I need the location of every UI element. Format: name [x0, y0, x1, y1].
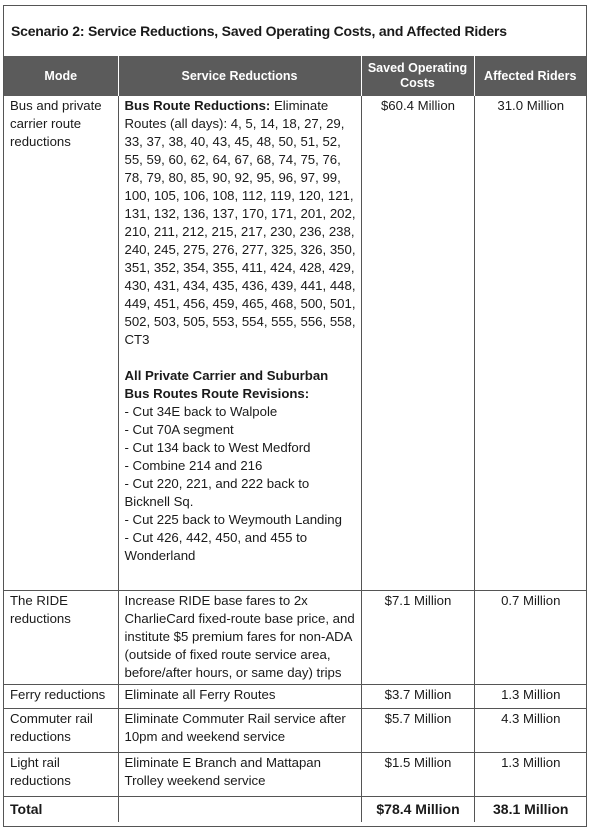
revision-item: - Cut 220, 221, and 222 back to Bicknell Sq.	[124, 476, 310, 509]
header-saved-operating-costs: Saved Operating Costs	[361, 56, 474, 96]
light-riders-cell: 1.3 Million	[474, 752, 586, 796]
bus-reductions-text: Eliminate Routes (all days): 4, 5, 14, 18, 27, 29, 33, 37, 38, 40, 43, 45, 48, 50, 51, 52, 55, 59, 60, 62, 64, 67, 68, 74, 75, 76, 78, 79, 80, 85, 90, 92, 95, 96, 97, 99, 100, 105, 106, 108, 112, 119, 120, 121, 131, 132, 136, 137, 170, 171, 201, 202, 210, 211, 212, 215, 217, 230, 236, 238, 240, 245, 275, 276, 277, 325, 326, 350, 351, 352, 354, 355, 411, 424, 428, 429, 430, 431, 434, 435, 436, 439, 441, 448, 449, 451, 456, 459, 465, 468, 500, 501, 502, 503, 505, 553, 554, 555, 556, 558, CT3	[124, 98, 356, 347]
bus-cost-cell: $60.4 Million	[361, 96, 474, 590]
total-empty-cell	[118, 796, 361, 822]
total-cost-cell: $78.4 Million	[361, 796, 474, 822]
bus-riders-cell: 31.0 Million	[474, 96, 586, 590]
revision-item: - Cut 225 back to Weymouth Landing	[124, 512, 342, 527]
total-label-cell: Total	[4, 796, 118, 822]
header-service-reductions: Service Reductions	[118, 56, 361, 96]
commuter-mode-cell: Commuter rail reductions	[4, 708, 118, 752]
scenario-table-frame	[3, 5, 587, 827]
commuter-riders-cell: 4.3 Million	[474, 708, 586, 752]
header-row	[4, 56, 586, 96]
revision-item: - Cut 134 back to West Medford	[124, 440, 311, 455]
ride-reductions-cell: Increase RIDE base fares to 2x CharlieCard fixed-route base price, and institute $5 premium fares for non-ADA (outside of fixed route service area, before/after hours, or same day) trips	[118, 590, 361, 684]
total-riders-cell: 38.1 Million	[474, 796, 586, 822]
revision-item: - Cut 34E back to Walpole	[124, 404, 278, 419]
table-row-light	[4, 752, 586, 796]
table-row-commuter	[4, 708, 586, 752]
commuter-reductions-cell: Eliminate Commuter Rail service after 10pm and weekend service	[118, 708, 361, 752]
ride-cost-cell: $7.1 Million	[361, 590, 474, 684]
ferry-reductions-cell: Eliminate all Ferry Routes	[118, 684, 361, 708]
table-row-total	[4, 796, 586, 822]
ferry-cost-cell: $3.7 Million	[361, 684, 474, 708]
revision-item: - Cut 426, 442, 450, and 455 to Wonderland	[124, 530, 308, 563]
table-row-bus	[4, 96, 586, 590]
private-carrier-heading: All Private Carrier and Suburban Bus Routes Route Revisions:	[124, 368, 329, 401]
table-title: Scenario 2: Service Reductions, Saved Operating Costs, and Affected Riders	[11, 23, 507, 39]
ride-mode-cell: The RIDE reductions	[4, 590, 118, 684]
service-reductions-table	[4, 56, 586, 822]
header-mode: Mode	[4, 56, 118, 96]
ride-riders-cell: 0.7 Million	[474, 590, 586, 684]
ferry-mode-cell: Ferry reductions	[4, 684, 118, 708]
table-row-ride	[4, 590, 586, 684]
table-row-ferry	[4, 684, 586, 708]
bus-reductions-heading: Bus Route Reductions:	[124, 98, 271, 113]
ferry-riders-cell: 1.3 Million	[474, 684, 586, 708]
light-reductions-cell: Eliminate E Branch and Mattapan Trolley weekend service	[118, 752, 361, 796]
commuter-cost-cell: $5.7 Million	[361, 708, 474, 752]
bus-route-reductions	[125, 97, 356, 349]
light-mode-cell: Light rail reductions	[4, 752, 118, 796]
bus-reductions-cell	[118, 96, 361, 590]
revision-item: - Combine 214 and 216	[124, 458, 263, 473]
light-cost-cell: $1.5 Million	[361, 752, 474, 796]
revision-item: - Cut 70A segment	[124, 422, 234, 437]
bus-mode-cell: Bus and private carrier route reductions	[4, 96, 118, 590]
header-affected-riders: Affected Riders	[474, 56, 586, 96]
